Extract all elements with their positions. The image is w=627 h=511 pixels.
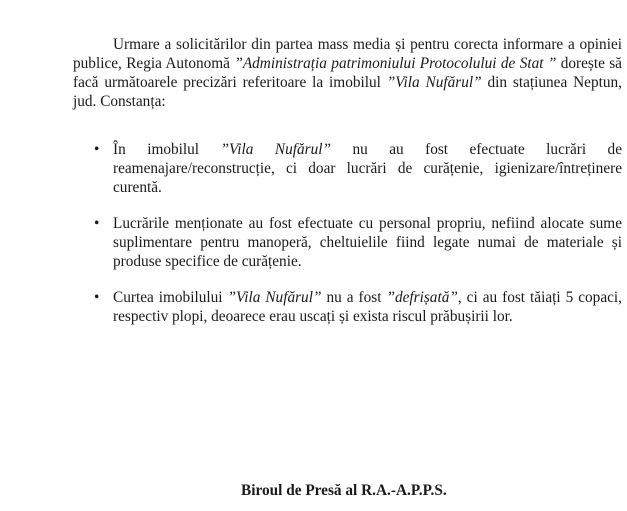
defrisata-term: ”defrișată” bbox=[386, 289, 458, 306]
bullet-item bbox=[94, 140, 622, 197]
bullet-text: Lucrările menționate au fost efectuate cu personal propriu, nefiind alocate sume suplimentare pentru manoperă, cheltuielile fiind legate numai de materiale și produse specifice de curățenie. bbox=[113, 215, 622, 270]
bullet-icon: • bbox=[94, 289, 100, 306]
intro-text-1: Urmare a solicitărilor din partea mass media și pentru corecta informare a opiniei publice, Regia Autonomă bbox=[73, 36, 622, 72]
bullet-text-2: nu au fost efectuate lucrări de reamenajare/reconstrucție, ci doar lucrări de curățenie, igienizare/întreținere curentă. bbox=[113, 141, 622, 196]
bullet-text-1: Curtea imobilului bbox=[113, 289, 228, 306]
villa-name: ”Vila Nufărul” bbox=[227, 289, 322, 306]
bullet-item bbox=[94, 214, 622, 271]
bullet-icon: • bbox=[94, 215, 100, 232]
bullet-text-3: , ci au fost tăiați 5 copaci, respectiv plopi, deoarece erau uscați și exista riscul prăbușirii lor. bbox=[113, 289, 622, 325]
signature: Biroul de Presă al R.A.-A.P.P.S. bbox=[241, 482, 447, 499]
villa-name: ”Vila Nufărul” bbox=[220, 141, 331, 158]
bullet-icon: • bbox=[94, 141, 100, 158]
bullet-text-2: nu a fost bbox=[321, 289, 387, 306]
intro-paragraph bbox=[73, 35, 622, 111]
bullet-text-1: În imobilul bbox=[113, 141, 221, 158]
villa-name: ”Vila Nufărul” bbox=[386, 74, 482, 91]
intro-text-3: din stațiunea Neptun, jud. Constanța: bbox=[73, 74, 622, 110]
bullet-item bbox=[94, 288, 622, 326]
organization-name: ”Administrația patrimoniului Protocolului de Stat ” bbox=[234, 55, 557, 72]
intro-text-2: dorește să facă următoarele precizări referitoare la imobilul bbox=[73, 55, 622, 91]
